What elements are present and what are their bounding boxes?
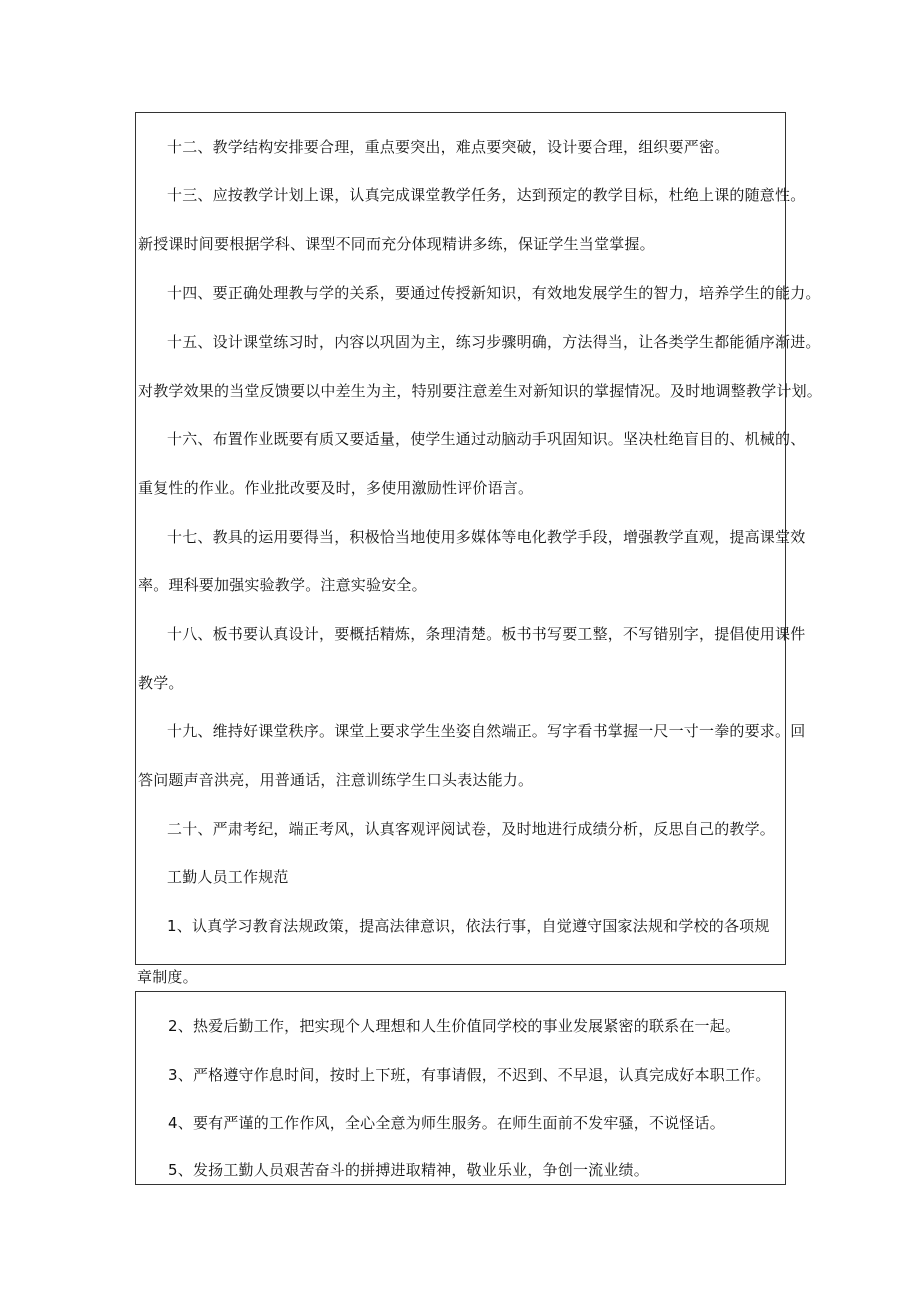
paragraph-line: 对教学效果的当堂反馈要以中差生为主，特别要注意差生对新知识的掌握情况。及时地调整教学计划。	[138, 382, 823, 400]
paragraph-line: 十六、布置作业既要有质又要适量，使学生通过动脑动手巩固知识。坚决杜绝盲目的、机械的、	[167, 430, 806, 448]
document-frame-lower	[135, 991, 786, 1185]
paragraph-line: 答问题声音洪亮，用普通话，注意训练学生口头表达能力。	[138, 771, 534, 789]
paragraph-continuation: 章制度。	[137, 968, 198, 986]
paragraph-line: 5、发扬工勤人员艰苦奋斗的拼搏进取精神，敬业乐业，争创一流业绩。	[168, 1161, 649, 1179]
paragraph-line: 十七、教具的运用要得当，积极恰当地使用多媒体等电化教学手段，增强教学直观，提高课堂效	[167, 528, 806, 546]
paragraph-line: 1、认真学习教育法规政策，提高法律意识，依法行事，自觉遵守国家法规和学校的各项规	[167, 917, 770, 935]
paragraph-line: 十九、维持好课堂秩序。课堂上要求学生坐姿自然端正。写字看书掌握一尺一寸一拳的要求。回	[167, 722, 806, 740]
paragraph-line: 十五、设计课堂练习时，内容以巩固为主，练习步骤明确，方法得当，让各类学生都能循序渐进。	[167, 333, 821, 351]
paragraph-line: 新授课时间要根据学科、课型不同而充分体现精讲多练，保证学生当堂掌握。	[138, 235, 655, 253]
section-heading: 工勤人员工作规范	[167, 868, 289, 886]
document-frame-upper	[135, 112, 823, 965]
paragraph-line: 十二、教学结构安排要合理，重点要突出，难点要突破，设计要合理，组织要严密。	[167, 138, 730, 156]
paragraph-line: 重复性的作业。作业批改要及时，多使用激励性评价语言。	[138, 479, 534, 497]
paragraph-line: 率。理科要加强实验教学。注意实验安全。	[138, 576, 427, 594]
paragraph-line: 教学。	[138, 674, 184, 692]
paragraph-line: 十八、板书要认真设计，要概括精炼，条理清楚。板书书写要工整，不写错别字，提倡使用课件	[167, 625, 806, 643]
paragraph-line: 4、要有严谨的工作作风，全心全意为师生服务。在师生面前不发牢骚，不说怪话。	[168, 1114, 725, 1132]
paragraph-line: 十四、要正确处理教与学的关系，要通过传授新知识，有效地发展学生的智力，培养学生的能力。	[167, 284, 821, 302]
paragraph-line: 3、严格遵守作息时间，按时上下班，有事请假，不迟到、不早退，认真完成好本职工作。	[168, 1066, 771, 1084]
paragraph-line: 二十、严肃考纪，端正考风，认真客观评阅试卷，及时地进行成绩分析，反思自己的教学。	[167, 820, 776, 838]
paragraph-line: 十三、应按教学计划上课，认真完成课堂教学任务，达到预定的教学目标，杜绝上课的随意性。	[167, 186, 806, 204]
paragraph-line: 2、热爱后勤工作，把实现个人理想和人生价值同学校的事业发展紧密的联系在一起。	[168, 1017, 741, 1035]
